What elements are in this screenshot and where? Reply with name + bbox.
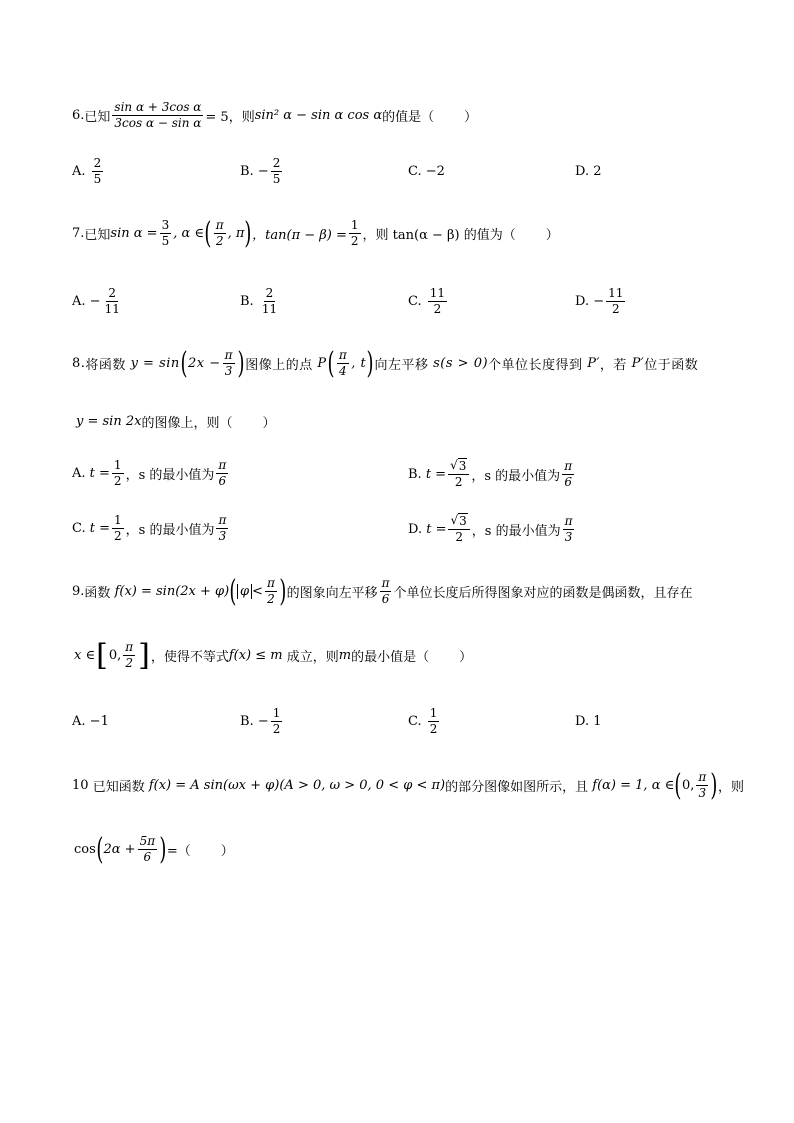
q8-choice-d[interactable]: D. t = √ 3 2 ，s 的最小值为 $\frac{\pi}{3}$ <box>408 513 573 544</box>
q8-choice-a[interactable]: A. t = $\frac{1}{2}$ ，s 的最小值为 $\frac{\pi}{6}$ <box>72 458 227 488</box>
q9-choice-d[interactable]: D. 1 <box>575 714 602 729</box>
q6-close: ） <box>464 110 478 125</box>
q6-choice-a[interactable]: A. $\frac{2}{5}$ <box>72 156 102 186</box>
question-6 <box>72 100 477 131</box>
q6-choice-b[interactable]: B. − $\frac{2}{5}$ <box>240 156 281 186</box>
question-10: 10 已知函数 f(x) = A sin(ωx + φ)(A > 0, ω > 0, 0 < φ < π) 的部分图像如图所示，且 f(α) = 1, α ∈ ( 0, $\frac{\pi}{3}$ ) ，则 <box>72 767 744 803</box>
q7-choice-b[interactable]: B. $\frac{2}{11}$ <box>240 286 278 316</box>
q8-choice-b[interactable]: B. t = √ 3 2 ，s 的最小值为 $\frac{\pi}{6}$ <box>408 458 573 489</box>
question-8-line-2: y = sin 2x 的图像上，则（ ） <box>76 414 276 431</box>
q7-number: 7. <box>72 226 85 241</box>
q6-expr: sin² α − sin α cos α <box>254 108 383 123</box>
q6-pre: 已知 <box>84 110 111 125</box>
q7-choice-a[interactable]: A. − $\frac{2}{11}$ <box>72 286 120 316</box>
q6-number: 6. <box>72 108 85 123</box>
q9-choice-a[interactable]: A. −1 <box>72 714 109 729</box>
q9-choice-b[interactable]: B. − $\frac{1}{2}$ <box>240 706 281 736</box>
q9-choice-c[interactable]: C. $\frac{1}{2}$ <box>408 706 438 736</box>
question-7: 7. 已知 sin α = $\frac{3}{5}$ , α ∈ ( $\frac{\pi}{2}$ , π ) ，tan(π − β) = $\frac{1}{2}$ ，则 tan(α − β) 的值为（ ） <box>72 215 559 251</box>
question-9-line-2: x ∈ [ 0, $\frac{\pi}{2}$ ] ，使得不等式 f(x) ≤ m 成立，则 m 的最小值是（ ） <box>74 637 473 673</box>
q7-choice-d[interactable]: D. − $\frac{11}{2}$ <box>575 286 624 316</box>
q8-choice-c[interactable]: C. t = $\frac{1}{2}$ ，s 的最小值为 $\frac{\pi}{3}$ <box>72 513 227 543</box>
question-10-line-2: cos ( 2α + $\frac{5\pi}{6}$ ) =（ ） <box>74 831 234 867</box>
q6-fraction: $\frac{\text{sin α + 3cos α}}{\text{3cos α − sin α}}$ <box>114 100 202 130</box>
q6-post: 的值是（ <box>382 110 435 125</box>
q6-choice-c[interactable]: C. −2 <box>408 164 445 179</box>
q6-choice-d[interactable]: D. 2 <box>575 164 602 179</box>
q6-eq: = 5，则 <box>205 110 255 125</box>
question-9: 9. 函数 f(x) = sin(2x + φ) ( φ < $\frac{\pi}{2}$ ) 的图象向左平移 $\frac{\pi}{6}$ 个单位长度后所得图象对应的函数是偶函数，且存在 <box>72 573 693 609</box>
question-8: 8. 将函数 y = sin ( 2x − $\frac{\pi}{3}$ ) 图像上的点 P ( $\frac{\pi}{4}$ , t ) 向左平移 s(s > 0) 个单位长度得到 P′ ，若 P′ 位于函数 <box>72 345 699 381</box>
q7-choice-c[interactable]: C. $\frac{11}{2}$ <box>408 286 446 316</box>
